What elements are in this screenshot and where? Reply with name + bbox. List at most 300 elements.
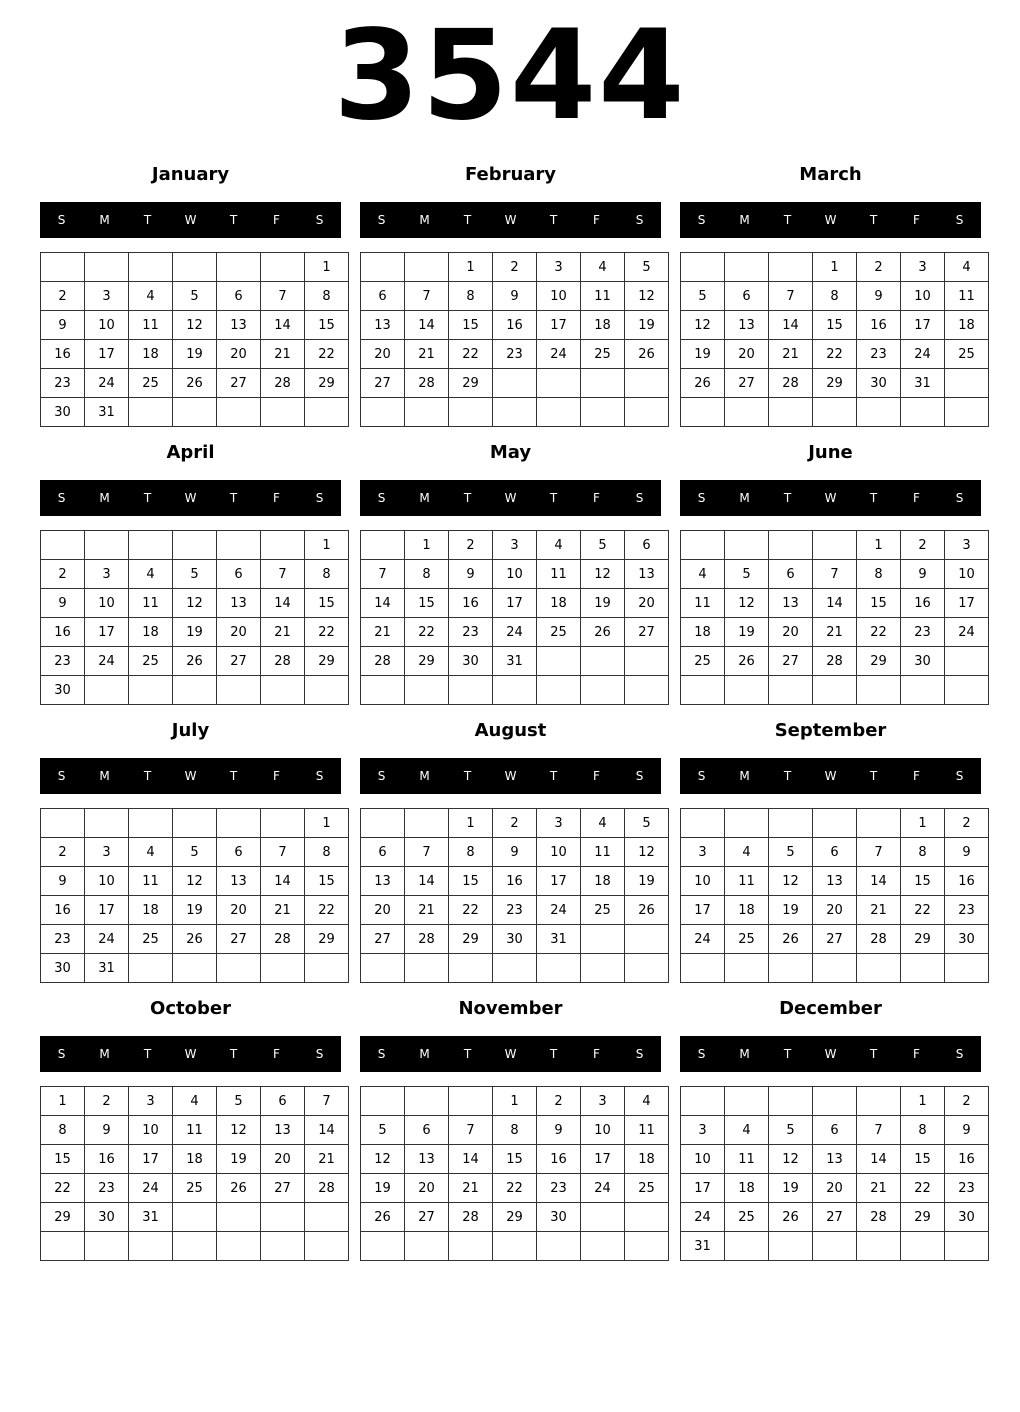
day-cell: [769, 253, 813, 282]
weekday-label: S: [635, 1047, 644, 1061]
day-cell: 6: [217, 838, 261, 867]
day-cell: 4: [945, 253, 989, 282]
week-row: [41, 560, 349, 589]
day-cell: [129, 531, 173, 560]
day-cell: 2: [449, 531, 493, 560]
day-cell: 30: [85, 1203, 129, 1232]
day-cell: 27: [725, 369, 769, 398]
day-cell: 14: [449, 1145, 493, 1174]
day-cell: 3: [537, 253, 581, 282]
day-grid: [360, 252, 669, 427]
day-cell: [901, 954, 945, 983]
month-name: June: [808, 442, 853, 463]
day-cell: [493, 954, 537, 983]
day-cell: [493, 398, 537, 427]
day-cell: [261, 809, 305, 838]
day-cell: 4: [581, 253, 625, 282]
day-cell: [305, 398, 349, 427]
day-cell: 19: [173, 618, 217, 647]
day-cell: 9: [41, 589, 85, 618]
day-grid: [40, 530, 349, 705]
week-row: [361, 676, 669, 705]
weekday-label: W: [824, 491, 837, 505]
day-cell: 28: [261, 925, 305, 954]
day-cell: [173, 398, 217, 427]
weekday-label: M: [739, 491, 750, 505]
day-cell: 21: [449, 1174, 493, 1203]
week-row: [41, 925, 349, 954]
week-row: [681, 340, 989, 369]
day-cell: 4: [681, 560, 725, 589]
day-cell: 17: [681, 896, 725, 925]
day-cell: 29: [449, 369, 493, 398]
day-cell: 30: [945, 925, 989, 954]
day-cell: [581, 676, 625, 705]
day-cell: 5: [725, 560, 769, 589]
weekday-label: F: [593, 769, 600, 783]
week-row: [361, 896, 669, 925]
day-cell: 24: [537, 340, 581, 369]
day-cell: [813, 809, 857, 838]
day-cell: [129, 398, 173, 427]
day-cell: [449, 1232, 493, 1261]
day-cell: 7: [405, 838, 449, 867]
week-row: [361, 398, 669, 427]
day-cell: [725, 954, 769, 983]
weekday-label: T: [549, 491, 558, 505]
week-row: [361, 809, 669, 838]
day-cell: [625, 647, 669, 676]
day-cell: 20: [261, 1145, 305, 1174]
week-row: [681, 647, 989, 676]
day-cell: 25: [625, 1174, 669, 1203]
day-cell: 4: [129, 560, 173, 589]
day-cell: 4: [725, 838, 769, 867]
day-cell: 2: [85, 1087, 129, 1116]
day-cell: [173, 1232, 217, 1261]
day-cell: 26: [217, 1174, 261, 1203]
day-cell: [173, 676, 217, 705]
week-row: [361, 531, 669, 560]
day-cell: 22: [305, 340, 349, 369]
day-cell: [405, 809, 449, 838]
weekday-label: W: [184, 769, 197, 783]
day-cell: 9: [945, 1116, 989, 1145]
day-cell: [405, 676, 449, 705]
week-row: [681, 1203, 989, 1232]
day-cell: 25: [537, 618, 581, 647]
day-cell: [901, 1232, 945, 1261]
day-cell: 16: [493, 311, 537, 340]
day-cell: 16: [901, 589, 945, 618]
day-cell: 19: [769, 1174, 813, 1203]
day-cell: 13: [813, 867, 857, 896]
day-cell: 25: [581, 896, 625, 925]
day-cell: 14: [261, 589, 305, 618]
weekday-label: W: [824, 1047, 837, 1061]
weekday-label: M: [419, 213, 430, 227]
day-cell: 13: [725, 311, 769, 340]
day-cell: 15: [305, 311, 349, 340]
day-cell: 20: [625, 589, 669, 618]
day-cell: 16: [41, 896, 85, 925]
day-cell: 23: [41, 647, 85, 676]
day-cell: [813, 398, 857, 427]
day-cell: 30: [493, 925, 537, 954]
day-cell: 11: [945, 282, 989, 311]
week-row: [681, 809, 989, 838]
day-cell: [41, 809, 85, 838]
day-cell: 7: [405, 282, 449, 311]
week-row: [41, 531, 349, 560]
day-cell: 21: [261, 896, 305, 925]
day-cell: 8: [493, 1116, 537, 1145]
day-cell: 1: [305, 809, 349, 838]
day-cell: 4: [129, 282, 173, 311]
day-cell: 1: [405, 531, 449, 560]
weekday-label: T: [143, 769, 152, 783]
day-cell: 24: [945, 618, 989, 647]
day-cell: [537, 954, 581, 983]
weekday-label: S: [697, 213, 706, 227]
day-cell: 18: [725, 896, 769, 925]
day-cell: 19: [581, 589, 625, 618]
day-cell: 2: [945, 809, 989, 838]
day-cell: [813, 1087, 857, 1116]
weekday-label: M: [739, 769, 750, 783]
day-cell: [85, 809, 129, 838]
day-cell: 17: [85, 340, 129, 369]
day-cell: [625, 369, 669, 398]
day-cell: 13: [217, 867, 261, 896]
weekday-header: [360, 480, 661, 516]
weekday-label: T: [783, 491, 792, 505]
day-cell: 26: [581, 618, 625, 647]
day-cell: 9: [85, 1116, 129, 1145]
week-row: [681, 282, 989, 311]
day-cell: 13: [261, 1116, 305, 1145]
weekday-label: S: [315, 491, 324, 505]
day-cell: [217, 398, 261, 427]
day-cell: 17: [537, 867, 581, 896]
day-cell: 13: [361, 867, 405, 896]
day-cell: 19: [625, 867, 669, 896]
weekday-label: T: [229, 491, 238, 505]
day-cell: [493, 676, 537, 705]
week-row: [361, 954, 669, 983]
week-row: [361, 1203, 669, 1232]
day-grid: [40, 1086, 349, 1261]
day-cell: 29: [901, 1203, 945, 1232]
weekday-label: T: [463, 491, 472, 505]
day-cell: 1: [449, 253, 493, 282]
day-cell: [725, 676, 769, 705]
weekday-header: [680, 480, 981, 516]
weekday-label: W: [184, 491, 197, 505]
day-cell: 1: [857, 531, 901, 560]
day-cell: 19: [769, 896, 813, 925]
day-cell: 27: [217, 369, 261, 398]
day-cell: 8: [305, 838, 349, 867]
day-grid: [680, 1086, 989, 1261]
day-cell: 26: [173, 647, 217, 676]
day-cell: 13: [813, 1145, 857, 1174]
weekday-label: T: [549, 769, 558, 783]
weekday-label: T: [229, 213, 238, 227]
day-cell: 2: [41, 560, 85, 589]
day-cell: 15: [813, 311, 857, 340]
day-cell: [449, 954, 493, 983]
day-cell: 22: [449, 340, 493, 369]
day-cell: 3: [129, 1087, 173, 1116]
day-cell: 28: [857, 1203, 901, 1232]
week-row: [41, 867, 349, 896]
day-cell: 30: [901, 647, 945, 676]
week-row: [41, 1174, 349, 1203]
day-cell: 6: [813, 1116, 857, 1145]
weekday-label: W: [184, 213, 197, 227]
weekday-label: M: [419, 1047, 430, 1061]
day-cell: 11: [537, 560, 581, 589]
day-cell: [449, 676, 493, 705]
weekday-label: W: [184, 1047, 197, 1061]
day-cell: 26: [173, 369, 217, 398]
day-cell: 7: [857, 1116, 901, 1145]
day-cell: 15: [305, 867, 349, 896]
day-cell: 5: [173, 560, 217, 589]
day-cell: 8: [901, 1116, 945, 1145]
day-cell: [581, 398, 625, 427]
weekday-label: F: [593, 491, 600, 505]
day-grid: [360, 530, 669, 705]
day-cell: 31: [493, 647, 537, 676]
week-row: [41, 618, 349, 647]
month-name: August: [474, 720, 547, 741]
day-cell: 23: [41, 369, 85, 398]
day-cell: 12: [581, 560, 625, 589]
weekday-label: W: [504, 213, 517, 227]
weekday-label: S: [377, 491, 386, 505]
day-cell: 1: [305, 253, 349, 282]
day-cell: [493, 369, 537, 398]
day-cell: 5: [625, 253, 669, 282]
day-cell: 21: [261, 340, 305, 369]
weekday-label: T: [869, 1047, 878, 1061]
day-cell: 21: [305, 1145, 349, 1174]
weekday-label: W: [504, 491, 517, 505]
day-cell: [361, 954, 405, 983]
week-row: [361, 369, 669, 398]
day-cell: 25: [725, 925, 769, 954]
weekday-label: T: [143, 1047, 152, 1061]
day-cell: 27: [769, 647, 813, 676]
weekday-header: [360, 758, 661, 794]
day-cell: 9: [41, 867, 85, 896]
day-cell: 24: [537, 896, 581, 925]
month-name: May: [489, 442, 532, 463]
day-cell: [857, 398, 901, 427]
day-cell: [361, 1087, 405, 1116]
day-cell: [537, 398, 581, 427]
day-cell: 3: [85, 838, 129, 867]
day-cell: 26: [725, 647, 769, 676]
day-cell: 12: [173, 311, 217, 340]
week-row: [41, 676, 349, 705]
day-cell: 24: [85, 647, 129, 676]
day-cell: [857, 676, 901, 705]
weekday-label: M: [739, 1047, 750, 1061]
day-cell: [769, 398, 813, 427]
week-row: [681, 1174, 989, 1203]
day-cell: 18: [725, 1174, 769, 1203]
day-cell: 28: [857, 925, 901, 954]
day-cell: 15: [41, 1145, 85, 1174]
day-cell: 15: [305, 589, 349, 618]
day-cell: [769, 809, 813, 838]
day-cell: 25: [725, 1203, 769, 1232]
day-cell: 20: [813, 1174, 857, 1203]
day-cell: [449, 398, 493, 427]
week-row: [41, 809, 349, 838]
day-cell: 8: [813, 282, 857, 311]
weekday-label: S: [377, 769, 386, 783]
week-row: [361, 925, 669, 954]
day-cell: 24: [681, 1203, 725, 1232]
day-cell: 27: [813, 925, 857, 954]
week-row: [41, 282, 349, 311]
day-cell: 24: [129, 1174, 173, 1203]
day-cell: 10: [85, 311, 129, 340]
day-cell: [725, 531, 769, 560]
day-cell: 25: [129, 647, 173, 676]
day-cell: [41, 1232, 85, 1261]
day-cell: [305, 954, 349, 983]
week-row: [361, 253, 669, 282]
day-cell: [725, 809, 769, 838]
day-cell: 18: [681, 618, 725, 647]
day-cell: 16: [945, 1145, 989, 1174]
weekday-label: T: [463, 213, 472, 227]
week-row: [41, 369, 349, 398]
day-cell: 20: [361, 896, 405, 925]
day-cell: 28: [813, 647, 857, 676]
day-cell: 29: [813, 369, 857, 398]
day-cell: 23: [537, 1174, 581, 1203]
day-cell: 6: [217, 282, 261, 311]
day-cell: 24: [493, 618, 537, 647]
day-cell: 17: [901, 311, 945, 340]
day-cell: 11: [725, 1145, 769, 1174]
day-cell: 17: [537, 311, 581, 340]
month-name: July: [171, 720, 210, 741]
day-cell: 22: [449, 896, 493, 925]
weekday-header: [360, 202, 661, 238]
day-cell: 30: [41, 398, 85, 427]
day-cell: 4: [581, 809, 625, 838]
day-cell: 31: [85, 398, 129, 427]
day-cell: [725, 398, 769, 427]
week-row: [361, 282, 669, 311]
day-cell: 3: [681, 838, 725, 867]
week-row: [681, 838, 989, 867]
day-cell: 29: [405, 647, 449, 676]
day-cell: 23: [945, 896, 989, 925]
weekday-header: [40, 202, 341, 238]
day-cell: [493, 1232, 537, 1261]
day-cell: 17: [85, 618, 129, 647]
week-row: [681, 1145, 989, 1174]
day-cell: [261, 531, 305, 560]
day-cell: 23: [85, 1174, 129, 1203]
day-cell: [405, 954, 449, 983]
day-cell: 5: [581, 531, 625, 560]
day-cell: 15: [857, 589, 901, 618]
weekday-label: S: [57, 769, 66, 783]
weekday-header: [680, 758, 981, 794]
day-cell: 6: [769, 560, 813, 589]
day-cell: 19: [173, 340, 217, 369]
weekday-label: M: [419, 491, 430, 505]
week-row: [681, 560, 989, 589]
month-name: October: [150, 998, 231, 1019]
day-cell: [305, 1203, 349, 1232]
day-cell: 4: [173, 1087, 217, 1116]
day-cell: [901, 676, 945, 705]
weekday-label: W: [824, 213, 837, 227]
day-cell: 8: [41, 1116, 85, 1145]
day-cell: 13: [769, 589, 813, 618]
weekday-label: S: [955, 213, 964, 227]
weekday-label: F: [913, 213, 920, 227]
day-cell: 9: [449, 560, 493, 589]
day-cell: [173, 253, 217, 282]
day-cell: 14: [305, 1116, 349, 1145]
day-cell: 22: [901, 1174, 945, 1203]
day-cell: [361, 676, 405, 705]
day-cell: 7: [857, 838, 901, 867]
weekday-label: T: [143, 213, 152, 227]
day-cell: 25: [173, 1174, 217, 1203]
day-cell: [361, 1232, 405, 1261]
day-cell: [129, 809, 173, 838]
weekday-header: [40, 758, 341, 794]
day-cell: 16: [493, 867, 537, 896]
week-row: [681, 1232, 989, 1261]
day-cell: [217, 531, 261, 560]
day-cell: 22: [405, 618, 449, 647]
weekday-label: S: [315, 1047, 324, 1061]
day-cell: 4: [129, 838, 173, 867]
week-row: [681, 311, 989, 340]
day-cell: 17: [493, 589, 537, 618]
day-cell: 20: [217, 618, 261, 647]
weekday-label: S: [955, 1047, 964, 1061]
day-cell: [217, 1232, 261, 1261]
day-cell: [769, 531, 813, 560]
day-cell: [261, 1203, 305, 1232]
day-cell: 9: [493, 282, 537, 311]
day-cell: [305, 1232, 349, 1261]
day-cell: 18: [945, 311, 989, 340]
day-cell: 22: [305, 896, 349, 925]
day-cell: 27: [405, 1203, 449, 1232]
day-cell: [681, 676, 725, 705]
day-cell: [261, 954, 305, 983]
day-cell: 18: [129, 896, 173, 925]
weekday-label: S: [697, 1047, 706, 1061]
day-cell: [129, 1232, 173, 1261]
day-cell: 26: [769, 925, 813, 954]
